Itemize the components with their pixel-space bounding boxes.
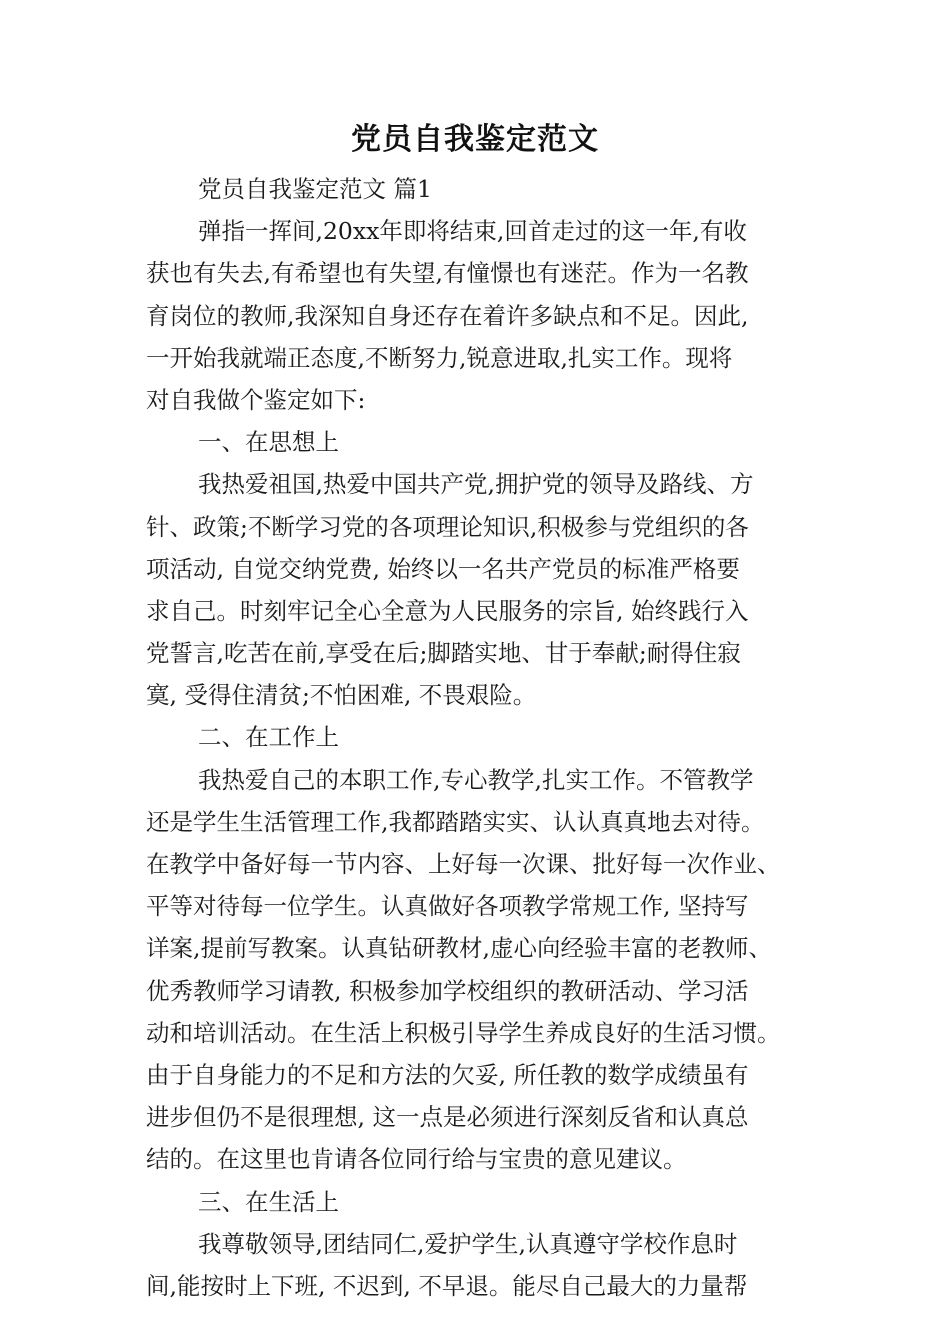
text-line: 由于自身能力的不足和方法的欠妥, 所任教的数学成绩虽有 — [146, 1060, 749, 1089]
text-line: 平等对待每一位学生。认真做好各项教学常规工作, 坚持写 — [146, 892, 749, 921]
text-line: 党员自我鉴定范文 篇1 — [198, 175, 432, 203]
text-line: 我热爱自己的本职工作,专心教学,扎实工作。不管教学 — [198, 765, 754, 794]
text-line: 获也有失去,有希望也有失望,有憧憬也有迷茫。作为一名教 — [146, 259, 749, 288]
text-line: 动和培训活动。在生活上积极引导学生养成良好的生活习惯。 — [146, 1018, 781, 1047]
text-line: 党誓言,吃苦在前,享受在后;脚踏实地、甘于奉献;耐得住寂 — [146, 639, 741, 668]
document-body — [146, 168, 806, 1307]
text-line: 一、在思想上 — [198, 428, 339, 457]
text-line: 弹指一挥间,20xx年即将结束,回首走过的这一年,有收 — [198, 217, 747, 246]
text-line: 寞, 受得住清贫;不怕困难, 不畏艰险。 — [146, 681, 537, 710]
text-line: 二、在工作上 — [198, 723, 339, 752]
document-title: 党员自我鉴定范文 — [351, 122, 599, 157]
text-line: 三、在生活上 — [198, 1187, 339, 1216]
text-line: 求自己。时刻牢记全心全意为人民服务的宗旨, 始终践行入 — [146, 596, 749, 625]
text-line: 优秀教师学习请教, 积极参加学校组织的教研活动、学习活 — [146, 976, 749, 1005]
text-line: 详案,提前写教案。认真钻研教材,虚心向经验丰富的老教师、 — [146, 934, 772, 963]
text-line: 对自我做个鉴定如下: — [146, 385, 366, 414]
text-line: 针、政策;不断学习党的各项理论知识,积极参与党组织的各 — [146, 512, 749, 541]
text-line: 间,能按时上下班, 不迟到, 不早退。能尽自己最大的力量帮 — [146, 1271, 748, 1300]
text-line: 项活动, 自觉交纳党费, 始终以一名共产党员的标准严格要 — [146, 554, 740, 583]
text-line: 育岗位的教师,我深知自身还存在着许多缺点和不足。因此, — [146, 301, 749, 330]
text-line: 结的。在这里也肯请各位同行给与宝贵的意见建议。 — [146, 1145, 687, 1174]
text-line: 一开始我就端正态度,不断努力,锐意进取,扎实工作。现将 — [146, 343, 733, 372]
text-line: 我尊敬领导,团结同仁,爱护学生,认真遵守学校作息时 — [198, 1229, 738, 1258]
text-line: 进步但仍不是很理想, 这一点是必须进行深刻反省和认真总 — [146, 1103, 749, 1132]
text-line: 在教学中备好每一节内容、上好每一次课、批好每一次作业、 — [146, 850, 781, 878]
text-line: 我热爱祖国,热爱中国共产党,拥护党的领导及路线、方 — [198, 470, 754, 499]
text-line: 还是学生生活管理工作,我都踏踏实实、认认真真地去对待。 — [146, 807, 765, 836]
